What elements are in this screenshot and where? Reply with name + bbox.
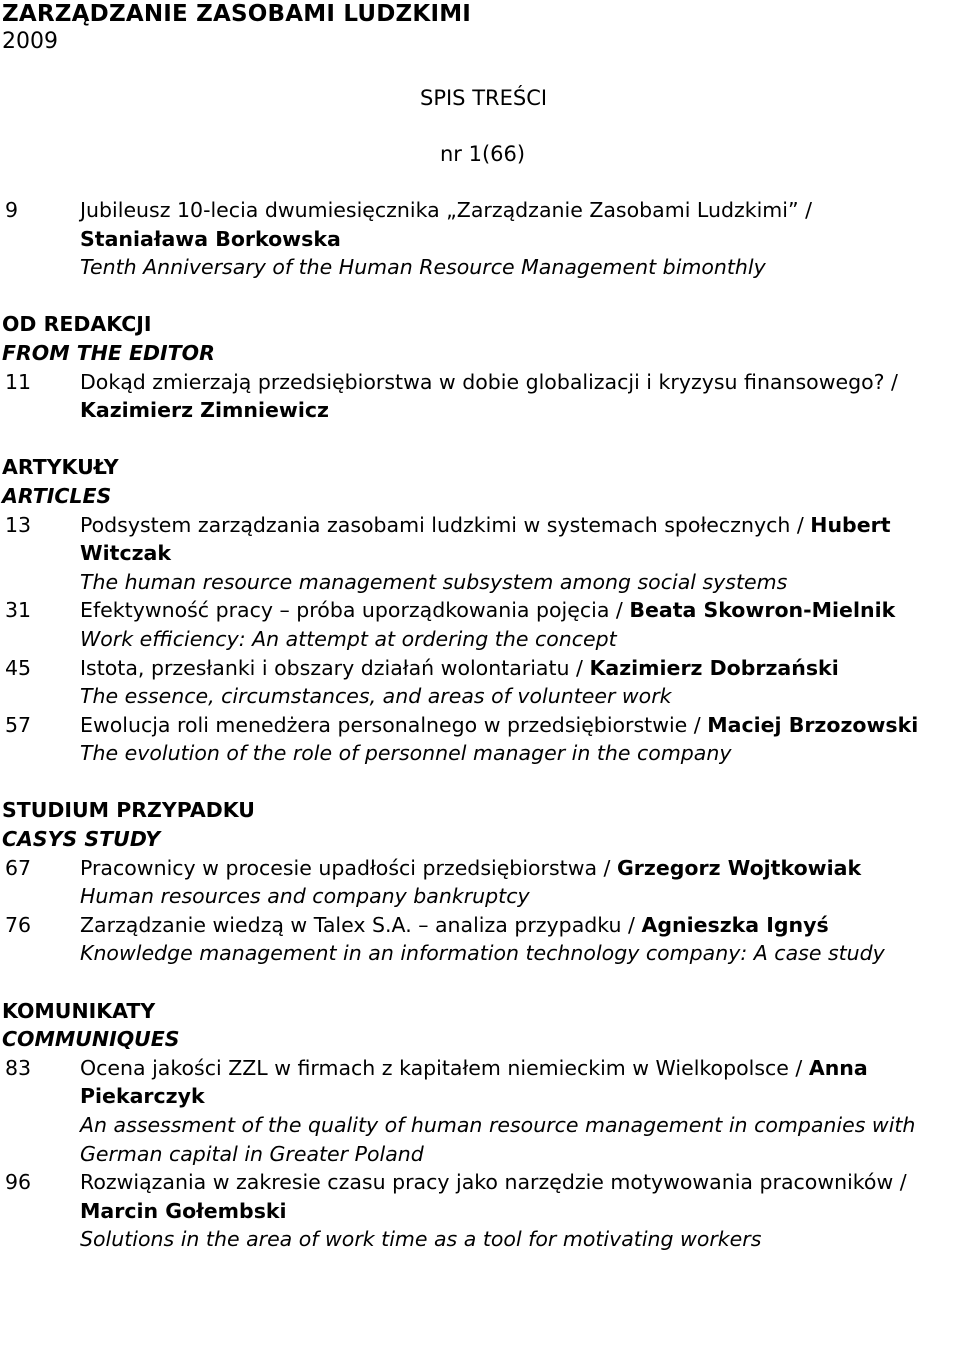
issue-number: nr 1(66) xyxy=(440,142,526,166)
toc-entry[interactable] xyxy=(0,1168,960,1254)
page-number: 76 xyxy=(5,912,32,937)
page-number: 67 xyxy=(5,855,32,880)
table-of-contents xyxy=(0,196,960,1254)
entry-title-en: The human resource management subsystem among social systems xyxy=(80,569,788,594)
entry-author: Kazimierz Zimniewicz xyxy=(80,398,329,423)
entry-title-en: Knowledge management in an information technology company: A case study xyxy=(80,941,885,966)
entry-author: Maciej Brzozowski xyxy=(707,712,919,737)
entry-title: Istota, przesłanki i obszary działań wolontariatu / xyxy=(80,655,590,680)
page-number: 13 xyxy=(5,512,32,537)
entry-title-en: Tenth Anniversary of the Human Resource Management bimonthly xyxy=(80,255,766,280)
section-title-en: FROM THE EDITOR xyxy=(2,340,215,365)
entry-title: Ocena jakości ZZL w firmach z kapitałem niemieckim w Wielkopolsce / xyxy=(80,1055,809,1080)
entry-title: Ewolucja roli menedżera personalnego w przedsiębiorstwie / xyxy=(80,712,708,737)
section-title: STUDIUM PRZYPADKU xyxy=(2,798,255,823)
toc-entry[interactable] xyxy=(0,196,960,282)
toc-entry[interactable] xyxy=(0,911,960,968)
toc-entry[interactable] xyxy=(0,511,960,597)
entry-title: Jubileusz 10-lecia dwumiesięcznika „Zarządzanie Zasobami Ludzkimi” / xyxy=(80,198,813,222)
page-number: 83 xyxy=(5,1055,32,1080)
entry-title: Podsystem zarządzania zasobami ludzkimi w systemach społecznych / xyxy=(80,512,811,537)
entry-title-en: Solutions in the area of work time as a tool for motivating workers xyxy=(80,1227,762,1252)
toc-entry[interactable] xyxy=(0,596,960,653)
entry-title: Rozwiązania w zakresie czasu pracy jako narzędzie motywowania pracowników / xyxy=(80,1170,907,1195)
page-number: 9 xyxy=(5,198,19,222)
entry-title: Pracownicy w procesie upadłości przedsiębiorstwa / xyxy=(80,855,617,880)
page-number: 31 xyxy=(5,598,32,623)
entry-author: Kazimierz Dobrzański xyxy=(589,655,839,680)
entry-title-en: The evolution of the role of personnel manager in the company xyxy=(80,741,732,766)
page-number: 96 xyxy=(5,1170,32,1195)
toc-entry[interactable] xyxy=(0,654,960,711)
section-title-en: COMMUNIQUES xyxy=(2,1027,180,1052)
entry-title-en: Work efficiency: An attempt at ordering the concept xyxy=(80,626,617,651)
entry-title: Zarządzanie wiedzą w Talex S.A. – analiza przypadku / xyxy=(80,912,642,937)
entry-title: Dokąd zmierzają przedsiębiorstwa w dobie globalizacji i kryzysu finansowego? / xyxy=(80,369,898,394)
page-number: 11 xyxy=(5,369,32,394)
section-title: KOMUNIKATY xyxy=(2,998,156,1023)
entry-author: Beata Skowron-Mielnik xyxy=(629,598,896,623)
entry-title-en: An assessment of the quality of human resource management in companies with German capital in Greater Poland xyxy=(80,1113,916,1166)
entry-author: Anna Piekarczyk xyxy=(80,1055,868,1109)
entry-author: Hubert Witczak xyxy=(80,512,891,566)
section-title-en: ARTICLES xyxy=(2,483,112,508)
journal-year: 2009 xyxy=(2,29,58,54)
toc-heading: SPIS TREŚCI xyxy=(420,86,548,110)
toc-entry[interactable] xyxy=(0,368,960,425)
entry-title: Efektywność pracy – próba uporządkowania pojęcia / xyxy=(80,598,630,623)
entry-title-en: The essence, circumstances, and areas of volunteer work xyxy=(80,684,672,709)
section-title: ARTYKUŁY xyxy=(2,455,119,480)
entry-title-en: Human resources and company bankruptcy xyxy=(80,884,530,909)
section-title: OD REDAKCJI xyxy=(2,312,152,337)
toc-entry[interactable] xyxy=(0,711,960,768)
entry-author: Grzegorz Wojtkowiak xyxy=(616,855,862,880)
entry-author: Agnieszka Ignyś xyxy=(641,912,829,937)
entry-author: Marcin Gołembski xyxy=(80,1198,287,1223)
toc-entry[interactable] xyxy=(0,854,960,911)
toc-entry[interactable] xyxy=(0,1054,960,1168)
page-number: 45 xyxy=(5,655,32,680)
journal-title: ZARZĄDZANIE ZASOBAMI LUDZKIMI xyxy=(2,1,472,27)
section-title-en: CASYS STUDY xyxy=(2,827,161,852)
entry-author: Staniaława Borkowska xyxy=(80,226,341,251)
page-number: 57 xyxy=(5,712,32,737)
